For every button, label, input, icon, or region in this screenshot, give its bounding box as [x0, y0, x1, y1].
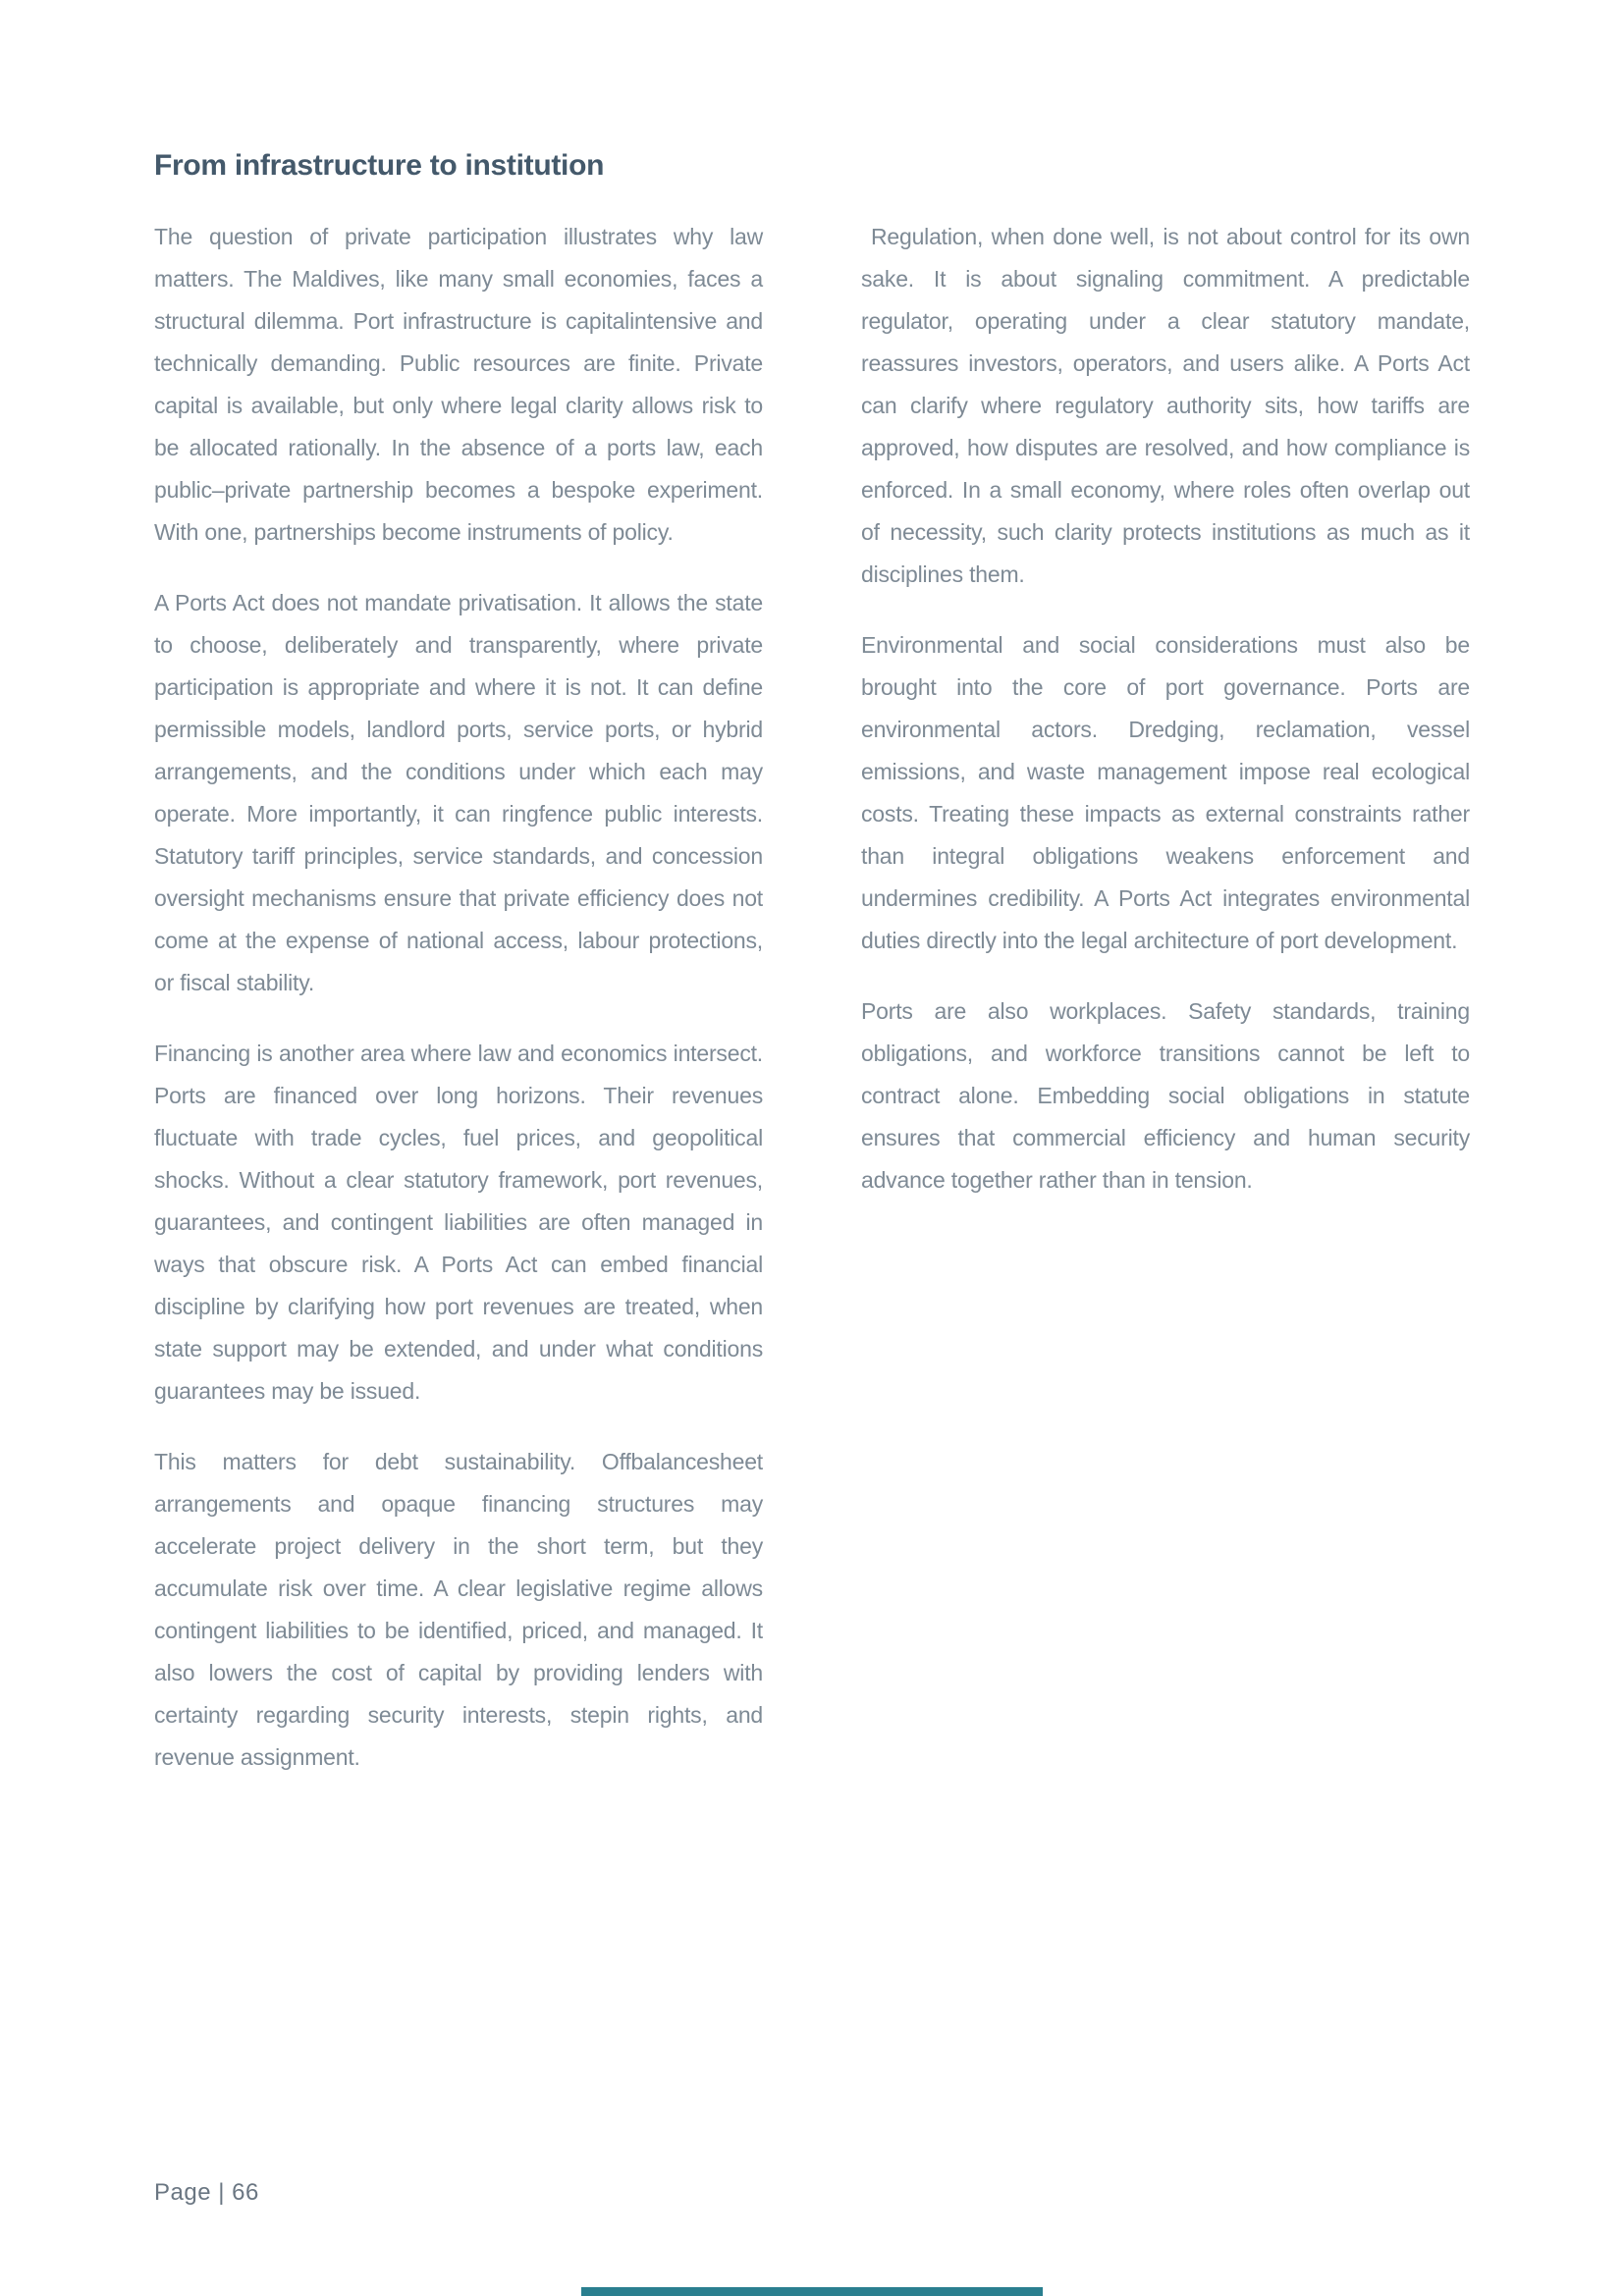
right-column — [861, 216, 1470, 1807]
paragraph: Ports are also workplaces. Safety standards, training obligations, and workforce transitions cannot be left to contract alone. Embedding social obligations in statute ensures that commercial efficiency and human security advance together rather than in tension. — [861, 998, 1470, 1193]
page-content — [154, 147, 1470, 1807]
paragraph: The question of private participation illustrates why law matters. The Maldives, like many small economies, faces a structural dilemma. Port infrastructure is capitalintensive and technically demanding. Public resources are finite. Private capital is available, but only where legal clarity allows risk to be allocated rationally. In the absence of a ports law, each public–private partnership becomes a bespoke experiment. With one, partnerships become instruments of policy. — [154, 224, 763, 545]
page-number: Page | 66 — [154, 2179, 259, 2206]
paragraph: Environmental and social considerations must also be brought into the core of port governance. Ports are environmental actors. Dredging, reclamation, vessel emissions, and waste management impose real ecological costs. Treating these impacts as external constraints rather than integral obligations weakens enforcement and undermines credibility. A Ports Act integrates environmental duties directly into the legal architecture of port development. — [861, 632, 1470, 953]
page-title: From infrastructure to institution — [154, 149, 605, 182]
paragraph: A Ports Act does not mandate privatisation. It allows the state to choose, deliberately and transparently, where private participation is appropriate and where it is not. It can define permissible models, landlord ports, service ports, or hybrid arrangements, and the conditions under which each may operate. More importantly, it can ringfence public interests. Statutory tariff principles, service standards, and concession oversight mechanisms ensure that private efficiency does not come at the expense of national access, labour protections, or fiscal stability. — [154, 590, 763, 995]
left-column — [154, 216, 763, 1807]
two-column-layout — [154, 216, 1470, 1807]
paragraph: Regulation, when done well, is not about control for its own sake. It is about signaling commitment. A predictable regulator, operating under a clear statutory mandate, reassures investors, operators, and users alike. A Ports Act can clarify where regulatory authority sits, how tariffs are approved, how disputes are resolved, and how compliance is enforced. In a small economy, where roles often overlap out of necessity, such clarity protects institutions as much as it disciplines them. — [861, 224, 1470, 587]
footer-accent-bar — [581, 2287, 1043, 2296]
paragraph: This matters for debt sustainability. Offbalancesheet arrangements and opaque financing structures may accelerate project delivery in the short term, but they accumulate risk over time. A clear legislative regime allows contingent liabilities to be identified, priced, and managed. It also lowers the cost of capital by providing lenders with certainty regarding security interests, stepin rights, and revenue assignment. — [154, 1449, 763, 1770]
paragraph: Financing is another area where law and economics intersect. Ports are financed over long horizons. Their revenues fluctuate with trade cycles, fuel prices, and geopolitical shocks. Without a clear statutory framework, port revenues, guarantees, and contingent liabilities are often managed in ways that obscure risk. A Ports Act can embed financial discipline by clarifying how port revenues are treated, when state support may be extended, and under what conditions guarantees may be issued. — [154, 1041, 763, 1404]
